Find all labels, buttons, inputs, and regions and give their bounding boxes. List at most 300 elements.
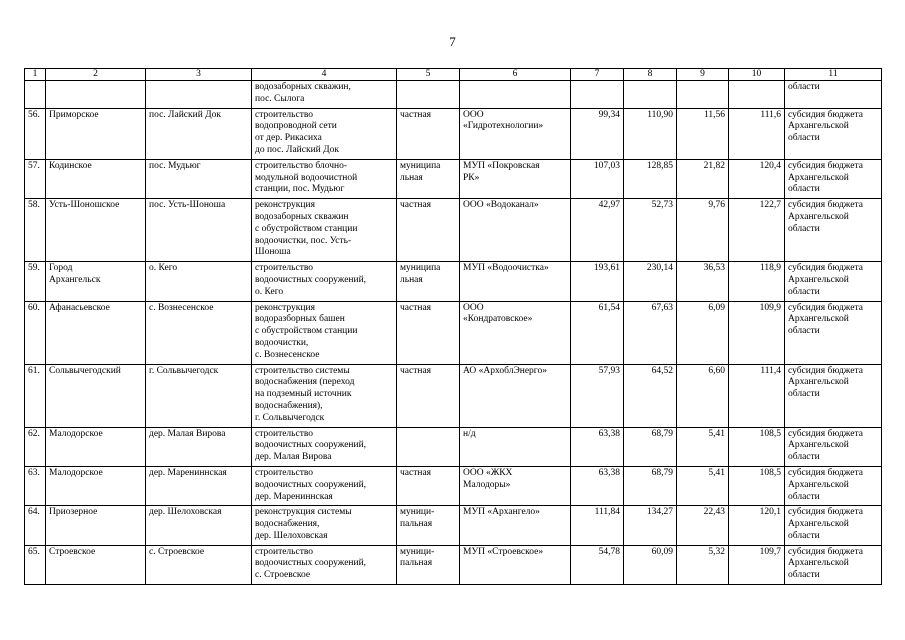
column-header: 2 [46, 69, 146, 81]
value-col-9 [677, 466, 729, 505]
cell-text: водозаборных скважин [255, 211, 349, 222]
cell-text: Малодоры» [463, 479, 511, 490]
cell-text: пос. Сылога [255, 93, 305, 104]
operator [460, 159, 571, 198]
value-col-7 [571, 364, 624, 427]
value-col-7 [571, 81, 624, 109]
cell-text: 64. [28, 507, 40, 518]
value-col-9 [677, 81, 729, 109]
cell-text: реконструкция [255, 200, 315, 211]
row-number [25, 81, 46, 109]
operator [460, 81, 571, 109]
cell-text: на подземный источник [255, 389, 352, 400]
funding-source [785, 199, 882, 262]
value-col-10 [729, 506, 785, 545]
cell-text: г. Сольвычегодск [149, 365, 219, 376]
operator [460, 108, 571, 159]
cell-text: муниципа [400, 263, 441, 274]
cell-text: субсидия бюджета [788, 365, 863, 376]
value-col-8 [624, 364, 677, 427]
locality [146, 199, 252, 262]
ownership [397, 364, 460, 427]
settlement [46, 262, 146, 301]
cell-text: области [788, 286, 820, 297]
value-col-10 [729, 545, 785, 584]
funding-source [785, 301, 882, 364]
value-col-8 [624, 545, 677, 584]
table-row [25, 506, 882, 545]
cell-text: водоснабжения, [255, 519, 320, 530]
value-col-10 [729, 466, 785, 505]
cell-text: 57,93 [598, 365, 620, 376]
row-number [25, 199, 46, 262]
value-col-10 [729, 108, 785, 159]
cell-text: области [788, 133, 820, 144]
cell-text: 9,76 [708, 200, 725, 211]
operator [460, 262, 571, 301]
cell-text: водоснабжения (переход [255, 377, 355, 388]
cell-text: пальная [400, 558, 433, 569]
value-col-8 [624, 199, 677, 262]
settlement [46, 427, 146, 466]
page-number: 7 [449, 34, 456, 49]
cell-text: частная [400, 365, 432, 376]
measure [252, 364, 397, 427]
column-header: 10 [729, 69, 785, 81]
value-col-8 [624, 427, 677, 466]
measure [252, 159, 397, 198]
funding-source [785, 427, 882, 466]
cell-text: МУП «Покровская [463, 160, 540, 171]
cell-text: «Кондратовское» [463, 314, 533, 325]
cell-text: области [788, 452, 820, 463]
cell-text: с обустройством станции [255, 223, 358, 234]
cell-text: с обустройством станции [255, 326, 358, 337]
cell-text: Архангельской [788, 274, 849, 285]
cell-text: строительство системы [255, 365, 350, 376]
value-col-7 [571, 108, 624, 159]
value-col-8 [624, 262, 677, 301]
cell-text: 110,90 [647, 109, 673, 120]
funding-source [785, 262, 882, 301]
cell-text: МУП «Строевское» [463, 546, 544, 557]
cell-text: 60,09 [651, 546, 673, 557]
operator [460, 545, 571, 584]
value-col-9 [677, 364, 729, 427]
locality [146, 364, 252, 427]
value-col-9 [677, 262, 729, 301]
cell-text: 62. [28, 428, 40, 439]
cell-text: «Гидротехнологии» [463, 121, 544, 132]
cell-text: о. Кего [149, 263, 178, 274]
column-header: 6 [460, 69, 571, 81]
cell-text: 108,5 [759, 428, 781, 439]
cell-text: г. Сольвычегодск [255, 412, 325, 423]
cell-text: пос. Усть-Шоноша [149, 200, 226, 211]
row-number [25, 466, 46, 505]
cell-text: области [788, 82, 820, 92]
cell-text: водоочистных сооружений, [255, 274, 367, 285]
funding-source [785, 364, 882, 427]
ownership [397, 108, 460, 159]
row-number [25, 159, 46, 198]
column-header: 9 [677, 69, 729, 81]
cell-text: муници- [400, 546, 435, 557]
value-col-7 [571, 301, 624, 364]
cell-text: 5,41 [708, 467, 725, 478]
value-col-9 [677, 301, 729, 364]
value-col-9 [677, 159, 729, 198]
table-row [25, 199, 882, 262]
cell-text: 67,63 [651, 302, 673, 313]
cell-text: субсидия бюджета [788, 160, 863, 171]
cell-text: 60. [28, 302, 40, 313]
cell-text: модульной водоочистной [255, 172, 358, 183]
cell-text: Приморское [49, 109, 99, 120]
cell-text: дер. Марениннская [149, 467, 227, 478]
value-col-9 [677, 545, 729, 584]
value-col-10 [729, 199, 785, 262]
cell-text: субсидия бюджета [788, 428, 863, 439]
cell-text: Шоноша [255, 247, 291, 258]
cell-text: с. Вознесенское [149, 302, 214, 313]
cell-text: 57. [28, 160, 40, 171]
settlement [46, 466, 146, 505]
cell-text: строительство [255, 109, 314, 120]
cell-text: области [788, 184, 820, 195]
locality [146, 81, 252, 109]
row-number [25, 262, 46, 301]
operator [460, 506, 571, 545]
operator [460, 199, 571, 262]
value-col-10 [729, 427, 785, 466]
cell-text: 120,4 [759, 160, 781, 171]
table-row [25, 545, 882, 584]
value-col-7 [571, 199, 624, 262]
cell-text: 68,79 [651, 428, 673, 439]
cell-text: области [788, 223, 820, 234]
cell-text: строительство [255, 263, 314, 274]
measure [252, 301, 397, 364]
locality [146, 506, 252, 545]
ownership [397, 506, 460, 545]
cell-text: области [788, 570, 820, 581]
cell-text: водопроводной сети [255, 121, 337, 132]
value-col-8 [624, 81, 677, 109]
cell-text: 42,97 [598, 200, 620, 211]
table-row [25, 159, 882, 198]
cell-text: 58. [28, 200, 40, 211]
locality [146, 466, 252, 505]
cell-text: Строевское [49, 546, 96, 557]
cell-text: водоочистки, [255, 337, 309, 348]
settlement [46, 199, 146, 262]
ownership [397, 301, 460, 364]
column-header: 8 [624, 69, 677, 81]
funding-source [785, 108, 882, 159]
cell-text: 11,56 [703, 109, 725, 120]
data-table [24, 68, 882, 585]
value-col-7 [571, 427, 624, 466]
ownership [397, 81, 460, 109]
cell-text: 120,1 [759, 507, 781, 518]
cell-text: водоочистных сооружений, [255, 479, 367, 490]
locality [146, 301, 252, 364]
cell-text: строительство [255, 428, 314, 439]
value-col-7 [571, 159, 624, 198]
cell-text: Кодинское [49, 160, 92, 171]
cell-text: 134,27 [646, 507, 673, 518]
measure [252, 81, 397, 109]
cell-text: льная [400, 274, 423, 285]
funding-source [785, 466, 882, 505]
cell-text: области [788, 491, 820, 502]
value-col-7 [571, 466, 624, 505]
cell-text: 118,9 [759, 263, 781, 274]
cell-text: МУП «Водоочистка» [463, 263, 549, 274]
cell-text: муниципа [400, 160, 441, 171]
cell-text: с. Вознесенское [255, 349, 320, 360]
table-row [25, 262, 882, 301]
cell-text: Малодорское [49, 467, 103, 478]
cell-text: строительство [255, 546, 314, 557]
column-header: 4 [252, 69, 397, 81]
ownership [397, 262, 460, 301]
cell-text: субсидия бюджета [788, 507, 863, 518]
locality [146, 545, 252, 584]
cell-text: 111,84 [594, 507, 620, 518]
cell-text: АО «АрхоблЭнерго» [463, 365, 547, 376]
cell-text: Афанасьевское [49, 302, 110, 313]
table-row [25, 364, 882, 427]
measure [252, 506, 397, 545]
cell-text: водоразборных башен [255, 314, 345, 325]
value-col-7 [571, 262, 624, 301]
value-col-9 [677, 108, 729, 159]
value-col-8 [624, 108, 677, 159]
cell-text: Архангельской [788, 314, 849, 325]
settlement [46, 301, 146, 364]
value-col-8 [624, 301, 677, 364]
cell-text: 61,54 [598, 302, 620, 313]
cell-text: дер. Шелоховская [149, 507, 222, 518]
cell-text: 54,78 [598, 546, 620, 557]
cell-text: 230,14 [646, 263, 673, 274]
cell-text: РК» [463, 172, 480, 183]
cell-text: ООО «Водоканал» [463, 200, 539, 211]
cell-text: муници- [400, 507, 435, 518]
cell-text: субсидия бюджета [788, 263, 863, 274]
cell-text: МУП «Архангело» [463, 507, 540, 518]
cell-text: Архангельской [788, 479, 849, 490]
cell-text: 63. [28, 467, 40, 478]
cell-text: частная [400, 109, 432, 120]
cell-text: Город [49, 263, 73, 274]
cell-text: 63,38 [598, 467, 620, 478]
cell-text: Архангельск [49, 274, 101, 285]
cell-text: субсидия бюджета [788, 546, 863, 557]
cell-text: водоочистных сооружений, [255, 558, 367, 569]
value-col-8 [624, 159, 677, 198]
ownership [397, 159, 460, 198]
column-header: 5 [397, 69, 460, 81]
cell-text: 99,34 [598, 109, 620, 120]
cell-text: с. Строевское [149, 546, 205, 557]
cell-text: 56. [28, 109, 40, 120]
row-number [25, 108, 46, 159]
locality [146, 427, 252, 466]
value-col-10 [729, 364, 785, 427]
table-row [25, 427, 882, 466]
cell-text: Усть-Шоношское [49, 200, 120, 211]
value-col-7 [571, 545, 624, 584]
cell-text: Архангельской [788, 377, 849, 388]
cell-text: 111,6 [760, 109, 781, 120]
cell-text: с. Строевское [255, 570, 311, 581]
measure [252, 199, 397, 262]
value-col-10 [729, 262, 785, 301]
cell-text: о. Кего [255, 286, 284, 297]
measure [252, 108, 397, 159]
table-row [25, 108, 882, 159]
cell-text: частная [400, 200, 432, 211]
cell-text: 59. [28, 263, 40, 274]
cell-text: ООО «ЖКХ [463, 467, 513, 478]
locality [146, 108, 252, 159]
settlement [46, 108, 146, 159]
cell-text: Архангельской [788, 519, 849, 530]
row-number [25, 364, 46, 427]
cell-text: водоочистных сооружений, [255, 440, 367, 451]
measure [252, 262, 397, 301]
value-col-10 [729, 81, 785, 109]
column-header: 11 [785, 69, 882, 81]
row-number [25, 427, 46, 466]
value-col-8 [624, 466, 677, 505]
cell-text: 109,9 [759, 302, 781, 313]
row-number [25, 545, 46, 584]
value-col-7 [571, 506, 624, 545]
table-row [25, 81, 882, 109]
cell-text: от дер. Рикасиха [255, 133, 322, 144]
cell-text: 109,7 [759, 546, 781, 557]
cell-text: Архангельской [788, 211, 849, 222]
cell-text: 6,09 [708, 302, 725, 313]
funding-source [785, 545, 882, 584]
cell-text: 36,53 [703, 263, 725, 274]
cell-text: Архангельской [788, 558, 849, 569]
row-number [25, 301, 46, 364]
cell-text: 5,32 [708, 546, 725, 557]
cell-text: Архангельской [788, 121, 849, 132]
cell-text: 68,79 [651, 467, 673, 478]
cell-text: Архангельской [788, 440, 849, 451]
cell-text: ООО [463, 302, 484, 313]
value-col-9 [677, 199, 729, 262]
settlement [46, 506, 146, 545]
settlement [46, 81, 146, 109]
cell-text: 107,03 [593, 160, 620, 171]
locality [146, 262, 252, 301]
table-body [25, 69, 882, 585]
cell-text: пос. Лайский Док [149, 109, 222, 120]
cell-text: строительство блочно- [255, 160, 348, 171]
table-row [25, 301, 882, 364]
cell-text: 5,41 [708, 428, 725, 439]
cell-text: области [788, 389, 820, 400]
cell-text: Сольвычегодский [49, 365, 121, 376]
cell-text: 111,4 [760, 365, 781, 376]
cell-text: водозаборных скважин, [255, 82, 351, 92]
cell-text: 108,5 [759, 467, 781, 478]
cell-text: субсидия бюджета [788, 467, 863, 478]
cell-text: реконструкция [255, 302, 315, 313]
settlement [46, 364, 146, 427]
column-header: 7 [571, 69, 624, 81]
cell-text: субсидия бюджета [788, 109, 863, 120]
operator [460, 364, 571, 427]
cell-text: дер. Шелоховская [255, 530, 328, 541]
cell-text: 193,61 [593, 263, 620, 274]
ownership [397, 199, 460, 262]
cell-text: 128,85 [646, 160, 673, 171]
cell-text: 65. [28, 546, 40, 557]
value-col-10 [729, 301, 785, 364]
ownership [397, 545, 460, 584]
funding-source [785, 159, 882, 198]
cell-text: 22,43 [703, 507, 725, 518]
cell-text: частная [400, 302, 432, 313]
cell-text: станции, пос. Мудьюг [255, 184, 345, 195]
value-col-10 [729, 159, 785, 198]
cell-text: 61. [28, 365, 40, 376]
value-col-8 [624, 506, 677, 545]
column-header-row [25, 69, 882, 81]
cell-text: дер. Марениннская [255, 491, 333, 502]
settlement [46, 545, 146, 584]
cell-text: области [788, 326, 820, 337]
cell-text: до пос. Лайский Док [255, 144, 339, 155]
measure [252, 545, 397, 584]
value-col-9 [677, 427, 729, 466]
cell-text: 63,38 [598, 428, 620, 439]
cell-text: 122,7 [759, 200, 781, 211]
cell-text: льная [400, 172, 423, 183]
operator [460, 301, 571, 364]
table-row [25, 466, 882, 505]
ownership [397, 427, 460, 466]
cell-text: области [788, 530, 820, 541]
value-col-9 [677, 506, 729, 545]
measure [252, 427, 397, 466]
locality [146, 159, 252, 198]
cell-text: строительство [255, 467, 314, 478]
cell-text: дер. Малая Вирова [149, 428, 226, 439]
settlement [46, 159, 146, 198]
operator [460, 427, 571, 466]
cell-text: субсидия бюджета [788, 302, 863, 313]
cell-text: пальная [400, 519, 433, 530]
measure [252, 466, 397, 505]
cell-text: водоснабжения), [255, 400, 323, 411]
column-header: 3 [146, 69, 252, 81]
cell-text: дер. Малая Вирова [255, 452, 332, 463]
cell-text: Архангельской [788, 172, 849, 183]
ownership [397, 466, 460, 505]
cell-text: 21,82 [703, 160, 725, 171]
cell-text: реконструкция системы [255, 507, 352, 518]
cell-text: 6,60 [708, 365, 725, 376]
